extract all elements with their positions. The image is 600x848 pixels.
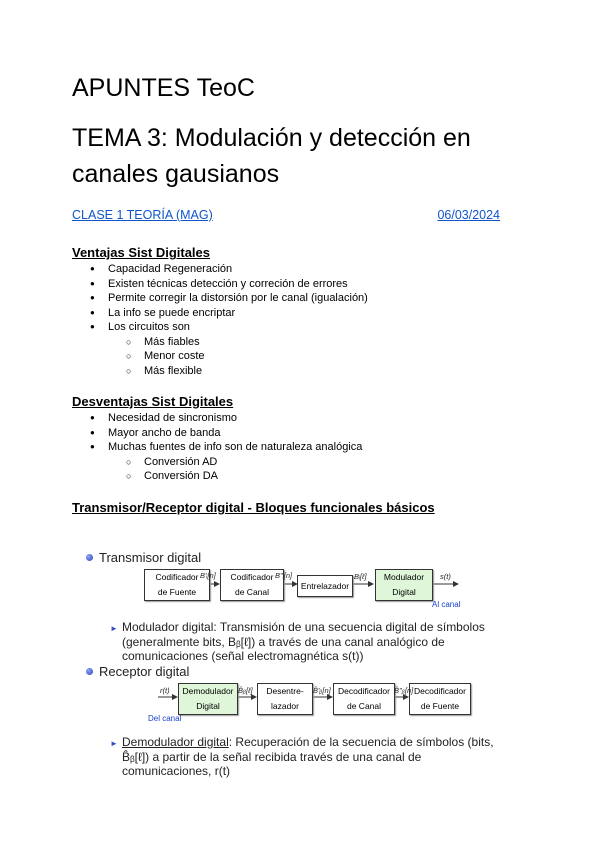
- bullet-icon: [86, 668, 93, 675]
- block-decodificador-fuente: [409, 683, 471, 715]
- rx-description: [110, 735, 512, 779]
- desventajas-heading: Desventajas Sist Digitales: [72, 394, 234, 409]
- sub-list-item: ○ Más flexible: [90, 364, 368, 379]
- list-item: ● Capacidad Regeneración: [90, 262, 368, 277]
- block-text: Decodificador: [414, 686, 466, 696]
- signal-label: B̂''ᵦ[n]: [394, 686, 414, 695]
- block-text: Demodulador: [182, 686, 234, 696]
- triangle-bullet-icon: ►: [110, 739, 118, 748]
- signal-label: B̂'ᵦ[n]: [313, 686, 331, 695]
- sub-list-item: ○ Menor coste: [90, 349, 368, 364]
- block-text: de Canal: [234, 587, 270, 597]
- block-modulador-digital: [375, 569, 433, 601]
- block-text: de Fuente: [157, 587, 197, 597]
- desventajas-list: [90, 411, 362, 484]
- rx-desc-title: Demodulador digital: [122, 735, 229, 749]
- block-decodificador-canal: [333, 683, 395, 715]
- signal-label: B'ᵢ[n]: [200, 571, 216, 580]
- section-heading-tx-rx: Transmisor/Receptor digital - Bloques funcionales básicos: [72, 500, 435, 515]
- channel-out-label: Al canal: [432, 600, 461, 609]
- block-text: Modulador: [383, 572, 425, 582]
- block-text: Digital: [392, 587, 416, 597]
- block-text: Codificador: [230, 572, 274, 582]
- chapter-heading: TEMA 3: Modulación y detección en canales gausianos: [72, 124, 471, 188]
- sub-list-item: ○ Conversión DA: [90, 469, 362, 484]
- block-demodulador-digital: [178, 683, 238, 715]
- signal-label: s(t): [440, 572, 451, 581]
- tx-desc-title: Modulador digital: [122, 620, 214, 634]
- class-header[interactable]: [72, 208, 500, 222]
- signal-label: Bᵢ[ℓ]: [354, 572, 367, 581]
- channel-in-label: Del canal: [148, 714, 182, 723]
- block-text: Digital: [196, 701, 220, 711]
- triangle-bullet-icon: ►: [110, 624, 118, 633]
- block-text: Desentre-: [266, 686, 304, 696]
- rx-label: [86, 664, 189, 679]
- block-entrelazador: [297, 575, 353, 597]
- signal-label: B̂ᵦ[ℓ]: [238, 686, 253, 695]
- ventajas-list: [90, 262, 368, 378]
- list-item: ● Mayor ancho de banda: [90, 426, 362, 441]
- rx-label-text: Receptor digital: [99, 664, 190, 679]
- list-item: ● Los circuitos son: [90, 320, 368, 335]
- signal-label: r(t): [160, 686, 170, 695]
- list-item: ● Existen técnicas detección y correción de errores: [90, 277, 368, 292]
- block-text: de Canal: [346, 701, 382, 711]
- bullet-icon: [86, 554, 93, 561]
- document-title: APUNTES TeoC: [72, 74, 255, 102]
- block-text: lazador: [271, 701, 299, 711]
- list-item: ● Necesidad de sincronismo: [90, 411, 362, 426]
- block-text: Codificador: [155, 572, 199, 582]
- class-date[interactable]: 06/03/2024: [437, 208, 500, 222]
- sub-list-item: ○ Conversión AD: [90, 455, 362, 470]
- block-text: de Fuente: [420, 701, 460, 711]
- list-item: ● Permite corregir la distorsión por le canal (igualación): [90, 291, 368, 306]
- block-text: Entrelazador: [300, 580, 350, 591]
- block-text: Decodificador: [338, 686, 390, 696]
- tx-label-text: Transmisor digital: [99, 550, 202, 565]
- tx-description: [110, 620, 514, 664]
- ventajas-heading: Ventajas Sist Digitales: [72, 245, 211, 260]
- rx-desc-text: : Recuperación de la secuencia de símbolos (bits, B̂ᵦ[ℓ]) a partir de la señal recibida través de una canal de comunicaciones, r(t): [122, 735, 494, 778]
- list-item: ● La info se puede encriptar: [90, 306, 368, 321]
- list-item: ● Muchas fuentes de info son de naturaleza analógica: [90, 440, 362, 455]
- tx-desc-text: : Transmisión de una secuencia digital de símbolos (generalmente bits, Bᵦ[ℓ]) a través de una canal analógico de comunicaciones (señal electromagnética s(t)): [122, 620, 485, 663]
- signal-label: B''ᵢ[n]: [275, 571, 293, 580]
- block-desentrelazador: [257, 683, 313, 715]
- class-label[interactable]: CLASE 1 TEORÍA (MAG): [72, 208, 213, 222]
- sub-list-item: ○ Más fiables: [90, 335, 368, 350]
- tx-label: [86, 550, 201, 565]
